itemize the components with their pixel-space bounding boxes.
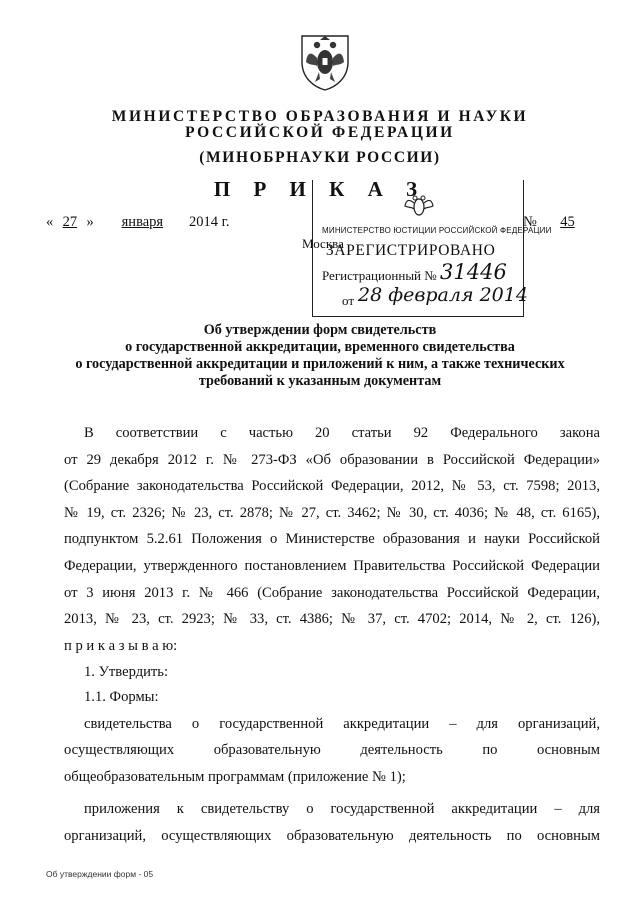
preamble [64,420,600,686]
form-a-line: свидетельства о государственной аккредитации – для организаций, [84,715,600,732]
preamble-line: от 29 декабря 2012 г. № 273-ФЗ «Об образовании в Российской Федерации» [64,451,600,468]
ministry-name-line-1: МИНИСТЕРСТВО ОБРАЗОВАНИЯ И НАУКИ [111,108,529,125]
preamble-line: № 19, ст. 2326; № 23, ст. 2878; № 27, ст. 3462; № 30, ст. 4036; № 48, ст. 6165), [64,504,600,521]
item-1-1: 1.1. Формы: [84,689,159,705]
order-verb: п р и к а з ы в а ю: [64,637,178,654]
date-day: 27 [62,214,78,230]
number-sign: № [523,214,537,230]
item-1: 1. Утвердить: [84,664,169,681]
preamble-line: В соответствии с частью 20 статьи 92 Федерального закона [84,425,600,441]
stamp-date: 28 февраля 2014 [358,284,528,306]
form-b-line: приложения к свидетельству о государственной аккредитации – для [84,801,600,818]
title-line: о государственной аккредитации и приложений к ним, а также технических [75,356,565,372]
order-title [0,322,640,390]
registration-stamp [312,180,552,318]
stamp-ministry: МИНИСТЕРСТВО ЮСТИЦИИ РОССИЙСКОЙ ФЕДЕРАЦИИ [322,226,552,235]
order-heading: П Р И К А З [213,177,427,201]
russian-coat-of-arms-emblem [298,32,352,92]
page-footer: Об утверждении форм - 05 [46,869,154,879]
preamble-line: Федерации, утвержденного постановлением Правительства Российской Федерации [64,557,600,574]
form-a-line: общеобразовательным программам (приложение № 1); [64,768,406,785]
date-open-quote: « [46,214,54,230]
preamble-line: 2013, № 23, ст. 2923; № 33, ст. 4386; № 37, ст. 4702; 2014, № 2, ст. 126), [64,611,600,628]
date-year: 2014 г. [189,214,230,230]
preamble-line: подпунктом 5.2.61 Положения о Министерстве образования и науки Российской [64,531,600,548]
stamp-date-prefix: от [342,293,355,308]
preamble-line: от 3 июня 2013 г. № 466 (Собрание законодательства Российской Федерации, [64,584,600,601]
form-b-line: организаций, осуществляющих образовательную деятельность по основным [64,827,600,844]
title-line: о государственной аккредитации, временного свидетельства [125,339,515,355]
title-line: требований к указанным документам [198,373,442,389]
order-date [46,214,230,231]
title-line: Об утверждении форм свидетельств [203,322,437,338]
stamp-emblem-icon [402,192,436,220]
stamp-reg-number: 31446 [440,260,507,284]
form-a-line: осуществляющих образовательную деятельность по основным [64,742,600,759]
ministry-short-name: (МИНОБРНАУКИ РОССИИ) [199,149,441,166]
ministry-name-line-2: РОССИЙСКОЙ ФЕДЕРАЦИИ [185,124,455,141]
stamp-reg-label: Регистрационный № [322,268,437,283]
date-close-quote: » [86,214,94,230]
date-month: января [121,214,164,230]
city: Москва [302,236,344,251]
stamp-registered: ЗАРЕГИСТРИРОВАНО [326,242,496,259]
number-value: 45 [560,214,575,230]
preamble-line: (Собрание законодательства Российской Федерации, 2012, № 53, ст. 7598; 2013, [64,478,600,495]
forms-list [64,684,600,850]
